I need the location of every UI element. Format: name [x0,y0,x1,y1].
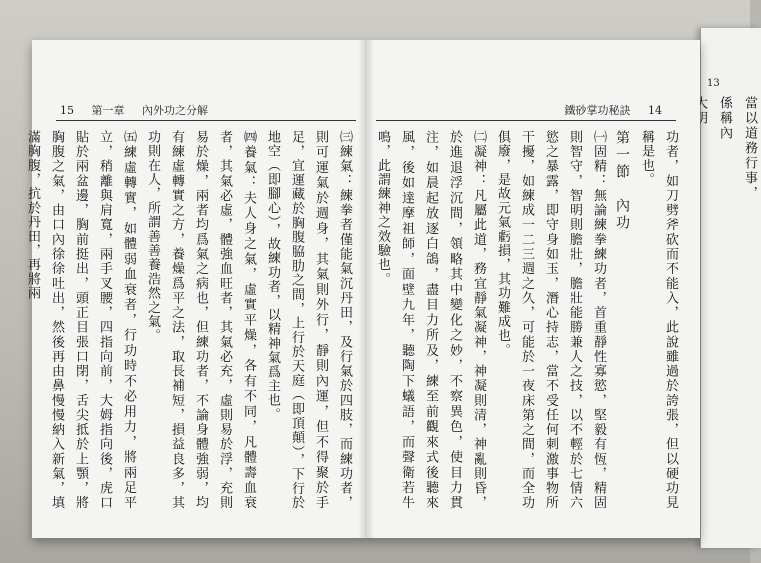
right-page [366,40,700,538]
chapter-title: 內外功之分解 [142,104,208,117]
paragraph: ㈤練虛轉實，如體弱血衰者，行功時不必用力，將兩足平立，稍離與肩寬，兩手叉腰，四指向前，大姆指向後，虎口貼於兩盆邊，胸前挺出，頭正目張口閉，舌尖抵於上顎，將胸腹之氣，由口內徐徐吐出，然後再由鼻慢慢納入新氣，填滿胸腹，抗於丹田，再將兩 [25,130,136,510]
left-page-body [25,130,356,510]
right-page-body [375,130,682,510]
next-page-column: 當以道務行事， [742,96,757,201]
paragraph: 功者，如刀劈斧砍而不能入，此說雖過於誇張，但以硬功見稱是也。 [639,130,678,510]
right-page-number: 14 [648,104,662,117]
book-title: 鐵砂掌功秘訣 [564,104,631,117]
left-page [25,40,366,538]
next-page-number: 13 [707,78,720,89]
left-page-number: 15 [60,104,74,117]
paragraph: ㈢練氣：練拳者僅能氣沉丹田，及行氣於四肢，而練功者，則可運氣於週身，其氣則外行，靜則內運，但不得聚於手足，宜運藏於胸腹脇肋之間，上行於天庭（即頂顛），下行於地空（即腳心），故練功者，以精神氣爲主也。 [265,130,352,510]
paragraph: ㈠固精：無論練拳練功者，首重靜性寡慾，堅毅有恆，精固則智守，智明則膽壯，膽壯能勝兼人之技，以不輕於七情六慾之暴露，即守身如玉，潛心持志，當不受任何刺激事物所干擾，如練成一二三週之久，可能於一夜床第之間，而全功俱廢，是故元氣虧損，其功難成也。 [495,130,606,510]
paragraph: ㈣養氣：夫人身之氣，虛實平燥，各有不同，凡體壽血衰者，其氣必虛，體強血旺者，其氣必充，虛則易於浮，充則易於燥，兩者均爲氣之病也，但練功者，不論身體強弱，均有練虛轉實之方，養燥爲平之法，取長補短，損益良多，其功則在人，所謂善善養浩然之氣。 [145,130,256,510]
next-page-edge [700,28,761,548]
book-spread [25,40,700,538]
next-page-text [717,96,759,516]
header-rule [56,120,356,121]
left-page-header [60,102,222,118]
chapter-label: 第一章 [91,104,125,117]
section-heading: 第一節 內功 [614,130,630,232]
header-rule [376,120,676,121]
next-page-column: 係稱內 [717,96,732,141]
right-page-header [565,102,677,118]
paragraph: ㈡凝神：凡屬此道，務宜靜氣凝神，神凝則清，神亂則昏，於進退浮沉間，領略其中變化之妙，不察異色，使目力貫注，如晨起放逐白鴿，盡目力所及，練至前觀來式後聽來風，後如達摩祖師，面壁九年，聽陶下蟻語，而聲衛若牛鳴，此謂練神之效驗也。 [375,130,486,510]
